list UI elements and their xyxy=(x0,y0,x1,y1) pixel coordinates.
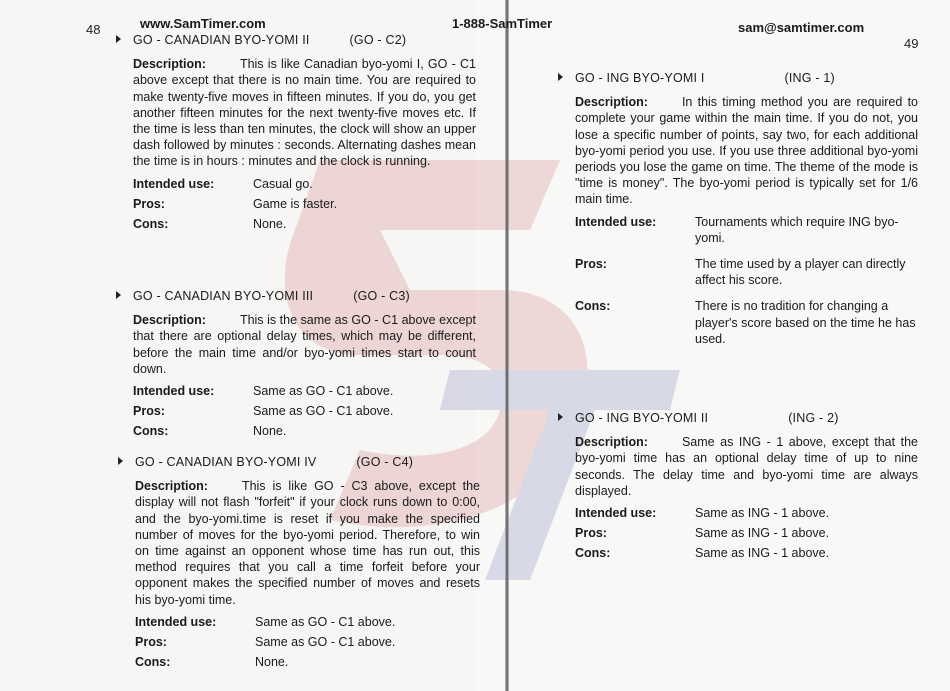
mode-code: (GO - C2) xyxy=(349,33,407,47)
pros-label: Pros: xyxy=(133,196,165,211)
section-go-c2 xyxy=(116,32,476,232)
description-text: Same as ING - 1 above, except that the byo-yomi time has an optional delay time of up to nine seconds. The delay time and byo-yomi time are always displayed. xyxy=(575,435,918,498)
pros-value: Same as ING - 1 above. xyxy=(695,526,830,541)
intended-value: Tournaments which require ING byo-yomi. xyxy=(695,214,899,245)
pros-value: Same as GO - C1 above. xyxy=(255,635,396,650)
description-label: Description: xyxy=(135,479,208,494)
description-label: Description: xyxy=(575,435,648,450)
meta-table xyxy=(116,176,476,233)
right-page-number: 49 xyxy=(904,36,919,51)
intended-label: Intended use: xyxy=(575,506,657,521)
cons-label: Cons: xyxy=(135,655,171,670)
description xyxy=(116,56,476,169)
section-title xyxy=(558,70,918,86)
description xyxy=(558,434,918,499)
meta-table xyxy=(558,214,918,347)
description xyxy=(116,312,476,377)
mode-code: (ING - 1) xyxy=(784,71,835,85)
mode-code: (GO - C3) xyxy=(353,289,410,303)
description-text: This is the same as GO - C1 above except that there are optional delay times, which may be different, before the main time and/or byo-yomi times start to count down. xyxy=(133,313,476,376)
cons-value: Same as ING - 1 above. xyxy=(695,546,830,561)
bullet-arrow-icon xyxy=(118,457,123,465)
title-text: GO - ING BYO-YOMI I xyxy=(575,71,705,85)
pros-value: The time used by a player can directly affect his score. xyxy=(695,257,906,288)
cons-value: None. xyxy=(253,424,287,439)
cons-value: There is no tradition for changing a player's score based on the time he has used. xyxy=(695,299,916,346)
pros-value: Same as GO - C1 above. xyxy=(253,404,394,419)
bullet-arrow-icon xyxy=(558,73,563,81)
left-page-number: 48 xyxy=(86,22,101,37)
title-text: GO - ING BYO-YOMI II xyxy=(575,411,709,425)
section-title xyxy=(116,288,476,304)
description-label: Description: xyxy=(133,313,206,328)
intended-label: Intended use: xyxy=(133,176,215,191)
phone-number: 1-888-SamTimer xyxy=(452,16,553,31)
meta-table xyxy=(118,614,480,671)
pros-label: Pros: xyxy=(135,635,167,650)
intended-value: Same as ING - 1 above. xyxy=(695,506,830,521)
intended-label: Intended use: xyxy=(133,384,215,399)
title-text: GO - CANADIAN BYO-YOMI II xyxy=(133,33,310,47)
pros-label: Pros: xyxy=(575,257,607,272)
bullet-arrow-icon xyxy=(558,413,563,421)
description-label: Description: xyxy=(575,95,648,110)
email-address[interactable]: sam@samtimer.com xyxy=(738,20,865,35)
section-go-c3 xyxy=(116,288,476,440)
section-ing-2 xyxy=(558,410,918,562)
cons-label: Cons: xyxy=(133,424,169,439)
description-text: In this timing method you are required to complete your game within the main time. If you do not, you lose a specific number of points, say two, for each additional byo-yomi period you use. If you use three additional byo-yomi periods you lose the game on time. The theme of the mode is "time is money". The byo-yomi period is typically set for 1/6 main time. xyxy=(575,95,918,207)
cons-label: Cons: xyxy=(575,299,611,314)
intended-label: Intended use: xyxy=(135,614,217,629)
description-text: This is like Canadian byo-yomi I, GO - C1 above except that there is no main time. You are required to make twenty-five moves in fifteen minutes. If you do, you get another fifteen minutes for the next twenty-five moves etc. If the time is less than ten minutes, the clock will show an upper dash followed by minutes : seconds. Alternating dashes mean the time is in hours : minutes and the clock is running. xyxy=(133,57,476,169)
pros-value: Game is faster. xyxy=(253,196,338,211)
pros-label: Pros: xyxy=(133,404,165,419)
section-title xyxy=(116,32,476,48)
pros-label: Pros: xyxy=(575,526,607,541)
mode-code: (GO - C4) xyxy=(356,455,414,469)
cons-label: Cons: xyxy=(575,546,611,561)
cons-label: Cons: xyxy=(133,217,169,232)
intended-value: Casual go. xyxy=(253,176,313,191)
description-text: This is like GO - C3 above, except the display will not flash "forfeit" if your clock runs down to 0:00, and the byo-yomi.time is reset if you make the specified number of moves for the byo-yomi period. Therefore, to win on time against an opponent whose time has run out, this method requires that you call a time forfeit before your opponent makes the specified number of moves and resets his byo-yomi time. xyxy=(135,479,480,607)
intended-label: Intended use: xyxy=(575,214,657,229)
section-go-c4 xyxy=(118,454,480,670)
description xyxy=(558,94,918,207)
section-title xyxy=(558,410,918,426)
mode-code: (ING - 2) xyxy=(788,411,839,425)
page-gutter xyxy=(505,0,509,691)
meta-table xyxy=(558,505,918,562)
description-label: Description: xyxy=(133,57,206,72)
cons-value: None. xyxy=(255,655,289,670)
cons-value: None. xyxy=(253,217,287,232)
bullet-arrow-icon xyxy=(116,291,121,299)
section-ing-1 xyxy=(558,70,918,347)
title-text: GO - CANADIAN BYO-YOMI IV xyxy=(135,455,317,469)
intended-value: Same as GO - C1 above. xyxy=(253,384,394,399)
title-text: GO - CANADIAN BYO-YOMI III xyxy=(133,289,314,303)
bullet-arrow-icon xyxy=(116,35,121,43)
intended-value: Same as GO - C1 above. xyxy=(255,614,396,629)
description xyxy=(118,478,480,608)
section-title xyxy=(118,454,480,470)
site-url[interactable]: www.SamTimer.com xyxy=(140,16,266,31)
meta-table xyxy=(116,383,476,440)
